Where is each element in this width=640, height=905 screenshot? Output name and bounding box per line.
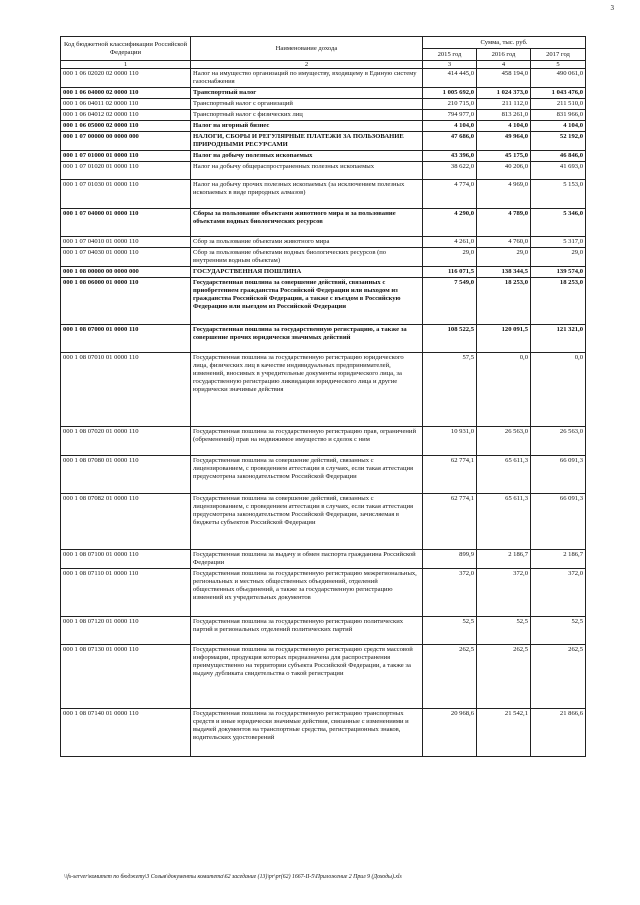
table-row (61, 709, 586, 757)
value-2017-cell: 139 574,0 (531, 267, 586, 278)
value-2015-cell: 210 715,0 (423, 99, 477, 110)
name-cell: Государственная пошлина за совершение действий, связанных с лицензированием, с проведением аттестации в случаях, если такая аттестация предусмотрена законодательством Российской Федерации, зачисляемая в бюджеты субъектов Российской Федерации (191, 494, 423, 550)
table-row (61, 550, 586, 569)
table-row (61, 88, 586, 99)
table-row (61, 267, 586, 278)
name-cell: Транспортный налог с физических лиц (191, 110, 423, 121)
table-row (61, 427, 586, 456)
header-year-2016: 2016 год (477, 49, 531, 61)
page-number: 3 (610, 4, 614, 12)
value-2017-cell: 66 091,3 (531, 494, 586, 550)
value-2015-cell: 47 686,0 (423, 132, 477, 151)
value-2015-cell: 4 774,0 (423, 180, 477, 209)
value-2017-cell: 2 186,7 (531, 550, 586, 569)
table-row (61, 456, 586, 494)
value-2015-cell: 57,5 (423, 353, 477, 427)
value-2016-cell: 211 112,0 (477, 99, 531, 110)
header-year-2017: 2017 год (531, 49, 586, 61)
value-2015-cell: 414 445,0 (423, 69, 477, 88)
value-2015-cell: 4 290,0 (423, 209, 477, 237)
code-cell: 000 1 07 01000 01 0000 110 (61, 151, 191, 162)
value-2016-cell: 1 024 373,0 (477, 88, 531, 99)
value-2015-cell: 7 549,0 (423, 278, 477, 325)
name-cell: Государственная пошлина за государственную регистрацию транспортных средств и иные юридически значимые действия, связанные с изменениями и выдачей документов на транспортные средства, регистрационных знаков, водительских удостоверений (191, 709, 423, 757)
value-2017-cell: 121 321,0 (531, 325, 586, 353)
name-cell: Государственная пошлина за государственную регистрацию средств массовой информации, продукция которых предназначена для распространения преимущественно на территории субъекта Российской Федерации, а также за выдачу дубликата свидетельства о такой регистрации (191, 645, 423, 709)
value-2017-cell: 46 846,0 (531, 151, 586, 162)
name-cell: Государственная пошлина за совершение действий, связанных с лицензированием, с проведением аттестации в случаях, если такая аттестация предусмотрена законодательством Российской Федерации (191, 456, 423, 494)
value-2015-cell: 116 071,5 (423, 267, 477, 278)
value-2015-cell: 62 774,1 (423, 456, 477, 494)
name-cell: Государственная пошлина за государственную регистрацию политических партий и региональных отделений политических партий (191, 617, 423, 645)
code-cell: 000 1 08 07130 01 0000 110 (61, 645, 191, 709)
code-cell: 000 1 08 07010 01 0000 110 (61, 353, 191, 427)
value-2015-cell: 4 104,0 (423, 121, 477, 132)
value-2016-cell: 49 964,0 (477, 132, 531, 151)
value-2015-cell: 52,5 (423, 617, 477, 645)
value-2015-cell: 38 622,0 (423, 162, 477, 180)
code-cell: 000 1 08 07020 01 0000 110 (61, 427, 191, 456)
value-2016-cell: 4 969,0 (477, 180, 531, 209)
name-cell: Государственная пошлина за государственную регистрацию, а также за совершение прочих юридически значимых действий (191, 325, 423, 353)
code-cell: 000 1 06 02020 02 0000 110 (61, 69, 191, 88)
table-row (61, 237, 586, 248)
value-2016-cell: 458 194,0 (477, 69, 531, 88)
code-cell: 000 1 07 01030 01 0000 110 (61, 180, 191, 209)
value-2017-cell: 41 693,0 (531, 162, 586, 180)
value-2017-cell: 372,0 (531, 569, 586, 617)
value-2016-cell: 813 261,0 (477, 110, 531, 121)
value-2016-cell: 29,0 (477, 248, 531, 267)
value-2015-cell: 62 774,1 (423, 494, 477, 550)
value-2015-cell: 1 005 692,0 (423, 88, 477, 99)
name-cell: Налог на имущество организаций по имуществу, входящему в Единую систему газоснабжения (191, 69, 423, 88)
name-cell: Налог на добычу прочих полезных ископаемых (за исключением полезных ископаемых в виде природных алмазов) (191, 180, 423, 209)
name-cell: ГОСУДАРСТВЕННАЯ ПОШЛИНА (191, 267, 423, 278)
code-cell: 000 1 08 07000 01 0000 110 (61, 325, 191, 353)
value-2017-cell: 21 866,6 (531, 709, 586, 757)
value-2015-cell: 108 522,5 (423, 325, 477, 353)
code-cell: 000 1 06 04012 02 0000 110 (61, 110, 191, 121)
value-2015-cell: 794 977,0 (423, 110, 477, 121)
table-row (61, 248, 586, 267)
value-2017-cell: 29,0 (531, 248, 586, 267)
header-code: Код бюджетной классификации Российской Федерации (61, 37, 191, 61)
value-2016-cell: 120 091,5 (477, 325, 531, 353)
value-2015-cell: 262,5 (423, 645, 477, 709)
table-row (61, 180, 586, 209)
name-cell: Налог на игорный бизнес (191, 121, 423, 132)
header-name: Наименование дохода (191, 37, 423, 61)
value-2016-cell: 52,5 (477, 617, 531, 645)
value-2015-cell: 29,0 (423, 248, 477, 267)
value-2016-cell: 65 611,3 (477, 456, 531, 494)
code-cell: 000 1 07 00000 00 0000 000 (61, 132, 191, 151)
name-cell: Транспортный налог (191, 88, 423, 99)
value-2016-cell: 45 175,0 (477, 151, 531, 162)
code-cell: 000 1 07 04030 01 0000 110 (61, 248, 191, 267)
table-row (61, 278, 586, 325)
table-row (61, 617, 586, 645)
code-cell: 000 1 07 04000 01 0000 110 (61, 209, 191, 237)
table-row (61, 494, 586, 550)
value-2017-cell: 211 510,0 (531, 99, 586, 110)
value-2015-cell: 4 261,0 (423, 237, 477, 248)
table-body (61, 69, 586, 757)
value-2016-cell: 21 542,1 (477, 709, 531, 757)
value-2017-cell: 26 563,0 (531, 427, 586, 456)
value-2017-cell: 831 966,0 (531, 110, 586, 121)
value-2015-cell: 899,9 (423, 550, 477, 569)
index-cell: 5 (531, 61, 586, 69)
table-row (61, 209, 586, 237)
code-cell: 000 1 08 07140 01 0000 110 (61, 709, 191, 757)
value-2017-cell: 4 104,0 (531, 121, 586, 132)
name-cell: НАЛОГИ, СБОРЫ И РЕГУЛЯРНЫЕ ПЛАТЕЖИ ЗА ПОЛЬЗОВАНИЕ ПРИРОДНЫМИ РЕСУРСАМИ (191, 132, 423, 151)
name-cell: Налог на добычу общераспространенных полезных ископаемых (191, 162, 423, 180)
name-cell: Налог на добычу полезных ископаемых (191, 151, 423, 162)
code-cell: 000 1 08 07082 01 0000 110 (61, 494, 191, 550)
table-row (61, 69, 586, 88)
index-cell: 4 (477, 61, 531, 69)
value-2017-cell: 490 061,0 (531, 69, 586, 88)
table-row (61, 645, 586, 709)
index-cell: 1 (61, 61, 191, 69)
code-cell: 000 1 06 04000 02 0000 110 (61, 88, 191, 99)
value-2017-cell: 52,5 (531, 617, 586, 645)
table-row (61, 99, 586, 110)
index-cell: 3 (423, 61, 477, 69)
table-row (61, 353, 586, 427)
value-2016-cell: 18 253,0 (477, 278, 531, 325)
value-2016-cell: 40 206,0 (477, 162, 531, 180)
code-cell: 000 1 08 07120 01 0000 110 (61, 617, 191, 645)
value-2016-cell: 4 760,0 (477, 237, 531, 248)
value-2015-cell: 43 396,0 (423, 151, 477, 162)
value-2016-cell: 65 611,3 (477, 494, 531, 550)
value-2016-cell: 2 186,7 (477, 550, 531, 569)
table-row (61, 569, 586, 617)
table-row (61, 151, 586, 162)
table-row (61, 121, 586, 132)
index-cell: 2 (191, 61, 423, 69)
code-cell: 000 1 08 07100 01 0000 110 (61, 550, 191, 569)
name-cell: Транспортный налог с организаций (191, 99, 423, 110)
code-cell: 000 1 07 01020 01 0000 110 (61, 162, 191, 180)
table-row (61, 162, 586, 180)
table-row (61, 110, 586, 121)
value-2017-cell: 5 153,0 (531, 180, 586, 209)
code-cell: 000 1 08 00000 00 0000 000 (61, 267, 191, 278)
value-2015-cell: 10 931,0 (423, 427, 477, 456)
name-cell: Государственная пошлина за государственную регистрацию межрегиональных, региональных и местных общественных объединений, отделений общественных объединений, а также за государственную регистрацию изменений их учредительных документов (191, 569, 423, 617)
file-path-footer: \\fs-server\комитет по бюджету\3 Созыв\документы комитета\62 заседание (13)\pr\pr(62) 1667-II-5\Приложение 2 Прил 9 (Доходы).xls (64, 874, 402, 880)
name-cell: Государственная пошлина за совершение действий, связанных с приобретением гражданства Российской Федерации или выходом из гражданства Российской Федерации, а также с въездом в Российскую Федерацию или выездом из Российской Федерации (191, 278, 423, 325)
name-cell: Сбор за пользование объектами животного мира (191, 237, 423, 248)
header-year-2015: 2015 год (423, 49, 477, 61)
code-cell: 000 1 06 04011 02 0000 110 (61, 99, 191, 110)
table-row (61, 132, 586, 151)
name-cell: Сбор за пользование объектами водных биологических ресурсов (по внутренним водным объектам) (191, 248, 423, 267)
value-2016-cell: 262,5 (477, 645, 531, 709)
name-cell: Государственная пошлина за выдачу и обмен паспорта гражданина Российской Федерации (191, 550, 423, 569)
value-2017-cell: 262,5 (531, 645, 586, 709)
name-cell: Сборы за пользование объектами животного мира и за пользование объектами водных биологических ресурсов (191, 209, 423, 237)
name-cell: Государственная пошлина за государственную регистрацию прав, ограничений (обременений) прав на недвижимое имущество и сделок с ним (191, 427, 423, 456)
name-cell: Государственная пошлина за государственную регистрацию юридического лица, физических лиц в качестве индивидуальных предпринимателей, изменений, вносимых в учредительные документы юридического лица, за государственную регистрацию ликвидации юридического лица и другие юридически значимые действия (191, 353, 423, 427)
value-2015-cell: 372,0 (423, 569, 477, 617)
value-2016-cell: 138 344,5 (477, 267, 531, 278)
value-2017-cell: 1 043 476,0 (531, 88, 586, 99)
value-2017-cell: 66 091,3 (531, 456, 586, 494)
code-cell: 000 1 06 05000 02 0000 110 (61, 121, 191, 132)
value-2017-cell: 5 317,0 (531, 237, 586, 248)
value-2015-cell: 20 968,6 (423, 709, 477, 757)
value-2017-cell: 18 253,0 (531, 278, 586, 325)
revenue-table (60, 36, 586, 757)
value-2016-cell: 0,0 (477, 353, 531, 427)
value-2017-cell: 52 192,0 (531, 132, 586, 151)
value-2016-cell: 4 789,0 (477, 209, 531, 237)
value-2016-cell: 372,0 (477, 569, 531, 617)
value-2016-cell: 26 563,0 (477, 427, 531, 456)
code-cell: 000 1 08 07110 01 0000 110 (61, 569, 191, 617)
value-2017-cell: 0,0 (531, 353, 586, 427)
header-sum: Сумма, тыс. руб. (423, 37, 586, 49)
value-2016-cell: 4 104,0 (477, 121, 531, 132)
value-2017-cell: 5 346,0 (531, 209, 586, 237)
code-cell: 000 1 08 07080 01 0000 110 (61, 456, 191, 494)
table-row (61, 325, 586, 353)
code-cell: 000 1 07 04010 01 0000 110 (61, 237, 191, 248)
code-cell: 000 1 08 06000 01 0000 110 (61, 278, 191, 325)
